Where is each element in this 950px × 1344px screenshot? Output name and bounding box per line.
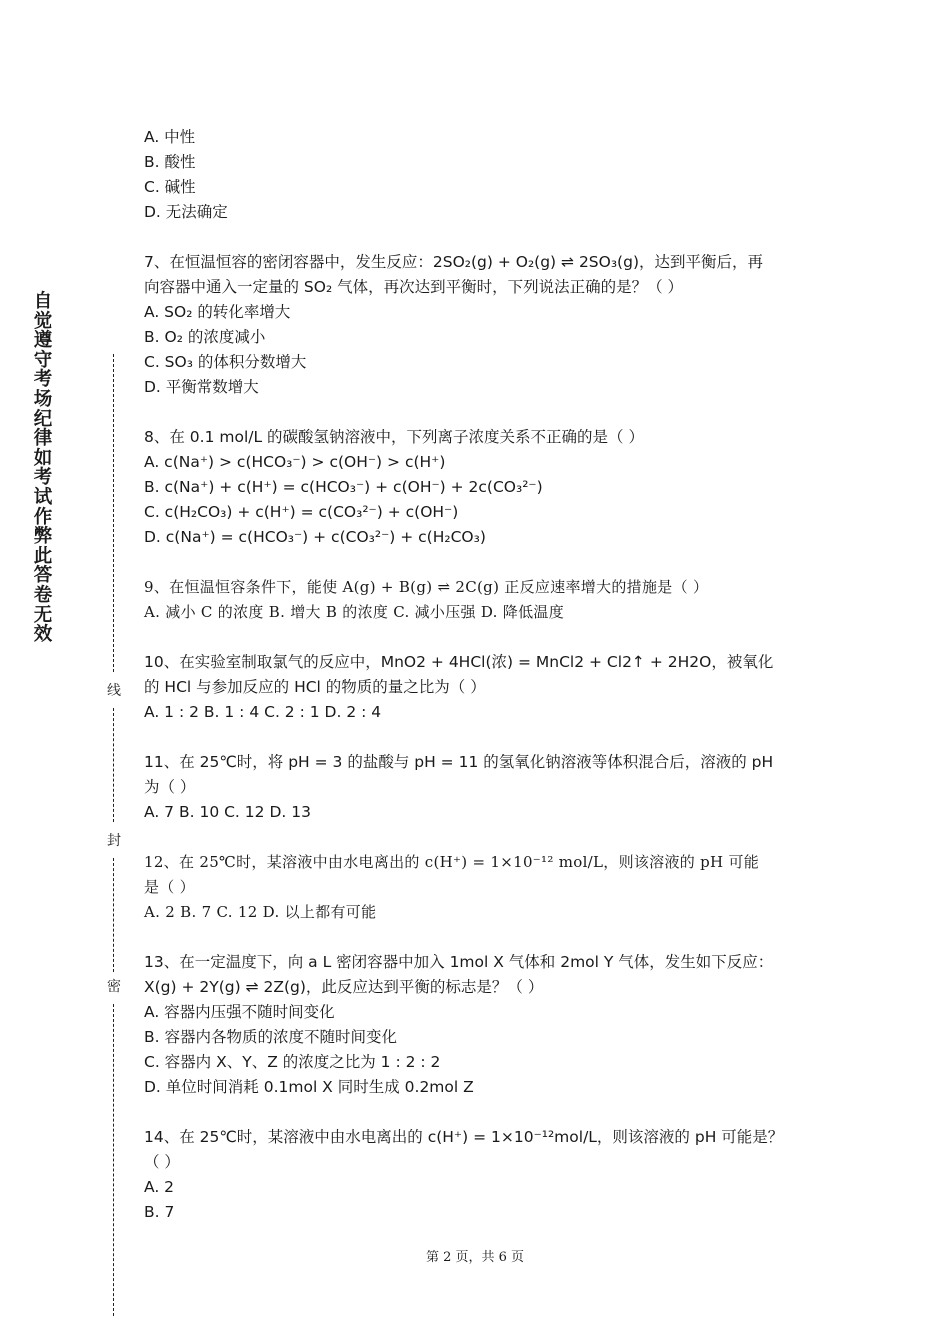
- side-notice-char: 弊: [33, 526, 53, 548]
- question-block: [144, 250, 810, 400]
- option: A. 中性: [144, 128, 196, 146]
- binding-label-seal: 封: [107, 833, 121, 849]
- side-notice-char: 试: [33, 486, 53, 508]
- option: D. 平衡常数增大: [144, 378, 259, 396]
- side-notice-char: 纪: [33, 408, 53, 430]
- option: B. 容器内各物质的浓度不随时间变化: [144, 1028, 397, 1046]
- question-stem: 12、在 25℃时，某溶液中由水电离出的 c(H⁺) = 1×10⁻¹² mol/L，则该溶液的 pH 可能: [144, 853, 760, 871]
- side-notice-char: 遵: [33, 330, 53, 352]
- option: B. 7: [144, 1203, 175, 1221]
- option: C. 容器内 X、Y、Z 的浓度之比为 1 : 2 : 2: [144, 1053, 441, 1071]
- option: C. 碱性: [144, 178, 196, 196]
- side-notice-char: 如: [33, 447, 53, 469]
- question-stem: 10、在实验室制取氯气的反应中，MnO2 + 4HCl(浓) = MnCl2 + Cl2↑ + 2H2O，被氧化: [144, 653, 774, 671]
- option: D. 单位时间消耗 0.1mol X 同时生成 0.2mol Z: [144, 1078, 474, 1096]
- option: C. c(H₂CO₃) + c(H⁺) = c(CO₃²⁻) + c(OH⁻): [144, 503, 459, 521]
- side-notice-char: 考: [33, 369, 53, 391]
- question-block: [144, 950, 810, 1100]
- side-notice-char: 答: [33, 565, 53, 587]
- question-content: [144, 125, 810, 1250]
- page-footer: 第 2 页，共 6 页: [425, 1250, 525, 1265]
- side-notice-char: 觉: [33, 310, 53, 332]
- question-stem: 13、在一定温度下，向 a L 密闭容器中加入 1mol X 气体和 2mol Y 气体，发生如下反应：: [144, 953, 774, 971]
- binding-dashed-line: [113, 708, 114, 822]
- option: C. SO₃ 的体积分数增大: [144, 353, 307, 371]
- question-block: [144, 1125, 810, 1225]
- question-stem: 9、在恒温恒容条件下，能使 A(g) + B(g) ⇌ 2C(g) 正反应速率增大的措施是（ ）: [144, 578, 709, 596]
- side-notice: [30, 292, 56, 645]
- binding-label-line: 线: [107, 683, 121, 699]
- option: B. c(Na⁺) + c(H⁺) = c(HCO₃⁻) + c(OH⁻) + 2c(CO₃²⁻): [144, 478, 543, 496]
- question-block: [144, 750, 810, 825]
- question-block: [144, 575, 810, 625]
- option: A. 容器内压强不随时间变化: [144, 1003, 335, 1021]
- option: A. 2: [144, 1178, 175, 1196]
- option: A. 7 B. 10 C. 12 D. 13: [144, 803, 311, 821]
- question-stem: 的 HCl 与参加反应的 HCl 的物质的量之比为（ ）: [144, 678, 486, 696]
- question-block: [144, 850, 810, 925]
- side-notice-char: 效: [33, 624, 53, 646]
- side-notice-char: 考: [33, 467, 53, 489]
- question-stem: X(g) + 2Y(g) ⇌ 2Z(g)，此反应达到平衡的标志是？（ ）: [144, 978, 544, 996]
- question-6-options: [144, 125, 810, 225]
- binding-dashed-line: [113, 858, 114, 972]
- side-notice-char: 律: [33, 428, 53, 450]
- question-stem: 14、在 25℃时，某溶液中由水电离出的 c(H⁺) = 1×10⁻¹²mol/L，则该溶液的 pH 可能是？: [144, 1128, 784, 1146]
- option: A. SO₂ 的转化率增大: [144, 303, 291, 321]
- question-stem: 8、在 0.1 mol/L 的碳酸氢钠溶液中，下列离子浓度关系不正确的是（ ）: [144, 428, 644, 446]
- question-stem: 向容器中通入一定量的 SO₂ 气体，再次达到平衡时，下列说法正确的是？（ ）: [144, 278, 684, 296]
- binding-dashed-line: [113, 1004, 114, 1316]
- question-stem: 11、在 25℃时，将 pH = 3 的盐酸与 pH = 11 的氢氧化钠溶液等体积混合后，溶液的 pH: [144, 753, 774, 771]
- option: D. c(Na⁺) = c(HCO₃⁻) + c(CO₃²⁻) + c(H₂CO₃): [144, 528, 486, 546]
- side-notice-char: 作: [33, 506, 53, 528]
- option: A. 2 B. 7 C. 12 D. 以上都有可能: [144, 903, 377, 921]
- option: A. 1 : 2 B. 1 : 4 C. 2 : 1 D. 2 : 4: [144, 703, 382, 721]
- question-stem: （ ）: [144, 1153, 180, 1171]
- question-block: [144, 650, 810, 725]
- question-block: [144, 425, 810, 550]
- option: B. 酸性: [144, 153, 196, 171]
- option: A. 减小 C 的浓度 B. 增大 B 的浓度 C. 减小压强 D. 降低温度: [144, 603, 565, 621]
- side-notice-char: 守: [33, 349, 53, 371]
- option: A. c(Na⁺) > c(HCO₃⁻) > c(OH⁻) > c(H⁺): [144, 453, 446, 471]
- side-notice-char: 卷: [33, 584, 53, 606]
- question-stem: 7、在恒温恒容的密闭容器中，发生反应：2SO₂(g) + O₂(g) ⇌ 2SO₃(g)，达到平衡后，再: [144, 253, 763, 271]
- question-list: [144, 250, 810, 1225]
- binding-label-secret: 密: [107, 979, 121, 995]
- side-notice-char: 此: [33, 545, 53, 567]
- side-notice-char: 自: [33, 291, 53, 312]
- side-notice-char: 场: [33, 388, 53, 410]
- option: D. 无法确定: [144, 203, 228, 221]
- option: B. O₂ 的浓度减小: [144, 328, 266, 346]
- question-stem: 为（ ）: [144, 778, 196, 796]
- binding-dashed-line: [113, 354, 114, 672]
- side-notice-char: 无: [33, 604, 53, 626]
- question-stem: 是（ ）: [144, 878, 195, 896]
